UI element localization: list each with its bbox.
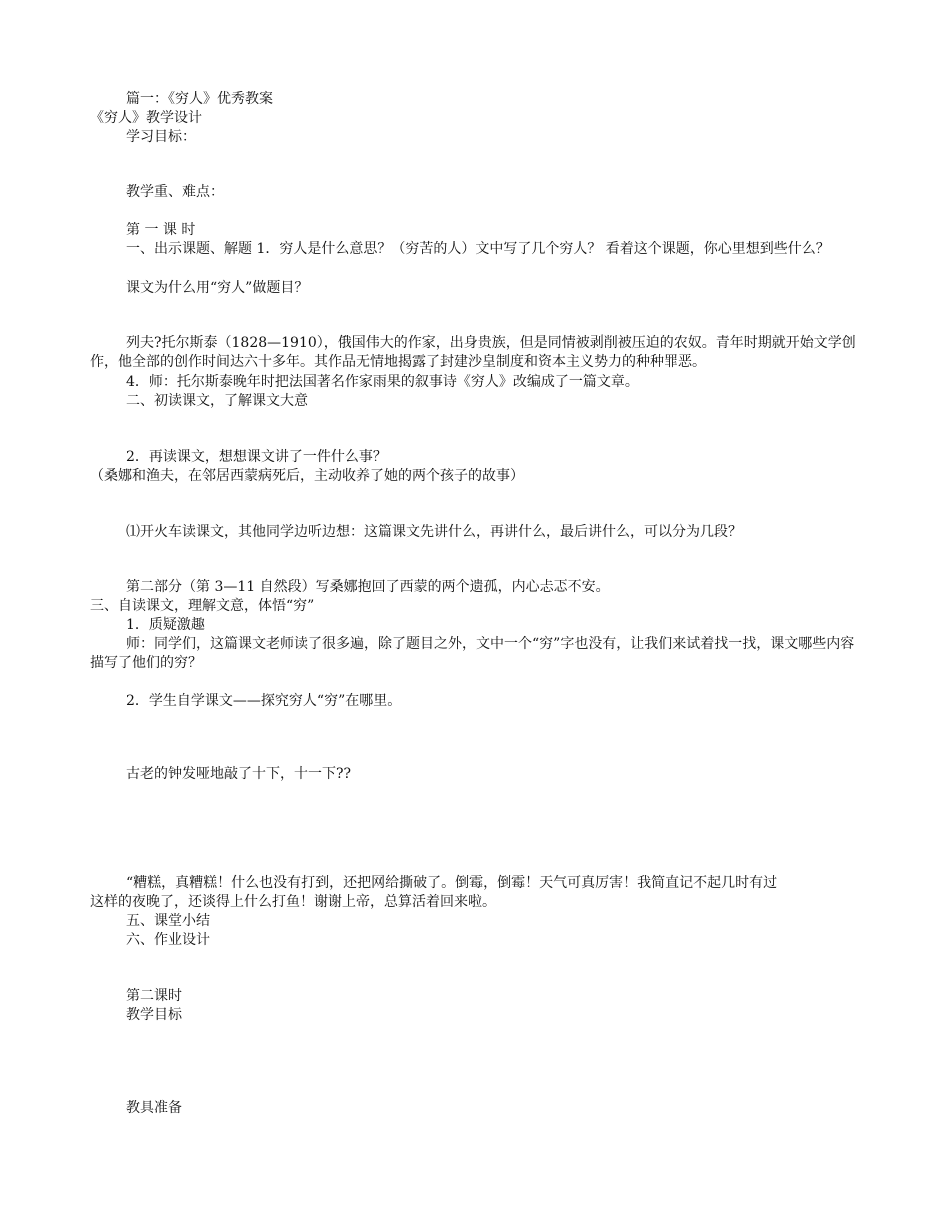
paragraph-part-two: 第二部分（第 3—11 自然段）写桑娜抱回了西蒙的两个遗孤，内心忐忑不安。: [126, 579, 610, 595]
paragraph-read-aloud: ⑴开火车读课文，其他同学边听边想：这篇课文先讲什么，再讲什么，最后讲什么，可以分为几段？: [126, 524, 742, 540]
paragraph-author: 列夫?托尔斯泰（1828—1910），俄国伟大的作家，出身贵族，但是同情被剥削被压迫的农奴。青年时期就开始文学创作，他全部的创作时间达六十多年。其作品无情地揭露了封建沙皇制度和资本主义势力的种种罪恶。: [90, 335, 856, 370]
paragraph-adaptation: 4．师：托尔斯泰晚年时把法国著名作家雨果的叙事诗《穷人》改编成了一篇文章。: [126, 374, 639, 390]
paragraph-clock: 古老的钟发哑地敲了十下，十一下??: [126, 766, 352, 782]
section-title: 篇一：《穷人》优秀教案: [126, 91, 273, 107]
paragraph-title-question: 课文为什么用“穷人”做题目？: [126, 280, 309, 296]
paragraph-quote-line2: 这样的夜晚了，还谈得上什么打鱼！谢谢上帝，总算活着回来啦。: [90, 894, 496, 910]
heading-learning-goals: 学习目标：: [126, 129, 196, 145]
heading-first-reading: 二、初读课文，了解课文大意: [126, 393, 308, 409]
heading-summary: 五、课堂小结: [126, 913, 210, 929]
heading-key-points: 教学重、难点：: [126, 184, 224, 200]
paragraph-self-study: 2．学生自学课文——探究穷人“穷”在哪里。: [126, 693, 402, 709]
paragraph-teacher: 师：同学们，这篇课文老师读了很多遍，除了题目之外，文中一个“穷”字也没有，让我们来试着找一找，课文哪些内容描写了他们的穷？: [90, 636, 855, 671]
paragraph-reread: 2．再读课文，想想课文讲了一件什么事？: [126, 449, 387, 465]
heading-teaching-aids: 教具准备: [126, 1100, 182, 1116]
paragraph-quote-line1: “糟糕，真糟糕！什么也没有打到，还把网给撕破了。倒霉，倒霉！天气可真厉害！我简直记不起几时有过: [126, 875, 778, 891]
doc-title: 《穷人》教学设计: [90, 110, 202, 126]
paragraph-intro: 一、出示课题、解题 1．穷人是什么意思？（穷苦的人）文中写了几个穷人？ 看着这个课题，你心里想到些什么？: [126, 241, 830, 257]
paragraph-story-summary: （桑娜和渔夫，在邻居西蒙病死后，主动收养了她的两个孩子的故事）: [90, 468, 524, 484]
heading-question: 1．质疑激趣: [126, 617, 205, 633]
heading-self-reading: 三、自读课文，理解文意，体悟“穷”: [90, 598, 315, 614]
heading-homework: 六、作业设计: [126, 932, 210, 948]
heading-lesson-two: 第二课时: [126, 988, 182, 1004]
heading-lesson-one: 第 一 课 时: [126, 222, 196, 238]
heading-teaching-goals: 教学目标: [126, 1007, 182, 1023]
